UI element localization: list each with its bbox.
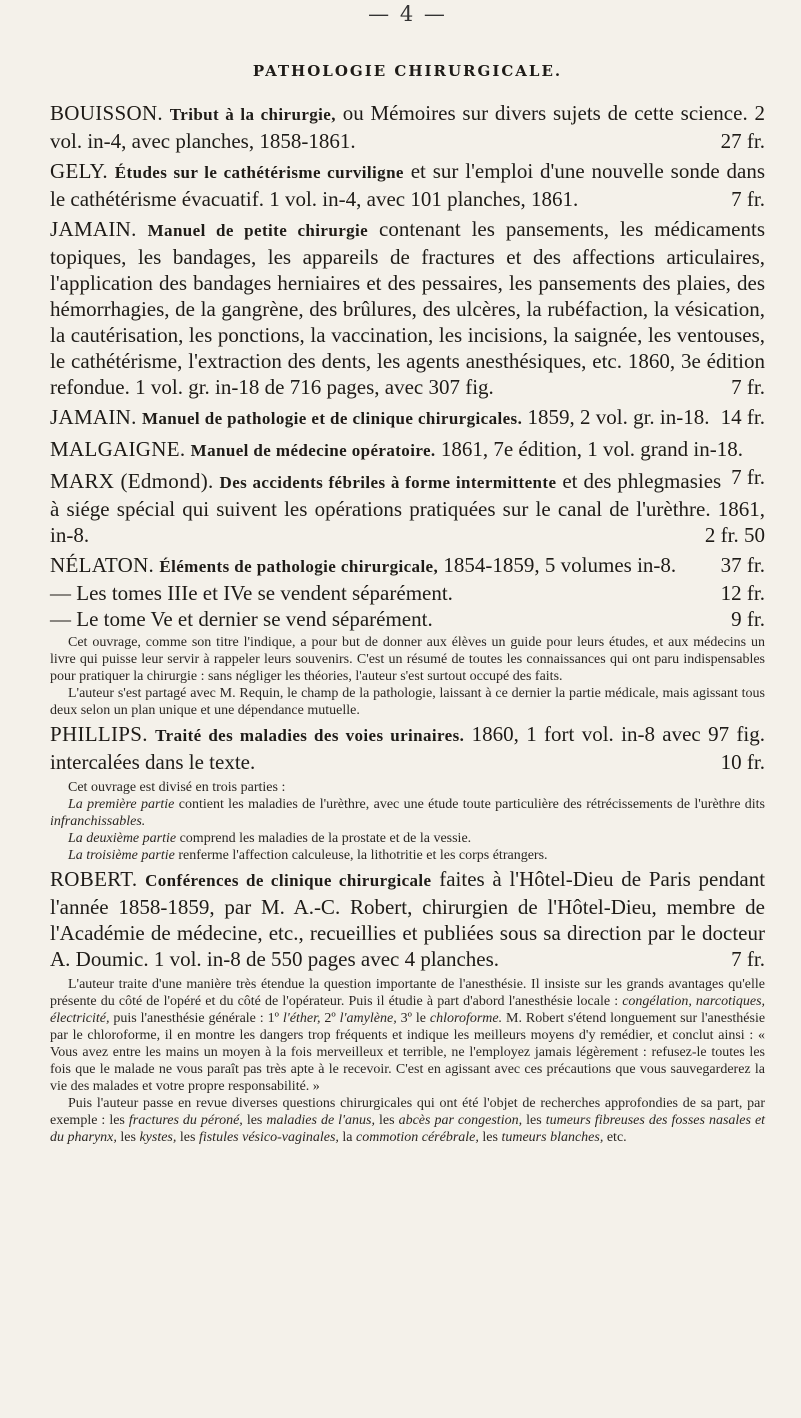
note-text: puis l'anesthésie générale : 1º	[113, 1011, 279, 1026]
catalog-entry	[50, 468, 765, 548]
note-italic: La première partie	[68, 797, 175, 812]
entry-author: JAMAIN.	[50, 405, 137, 429]
note-italic: infranchissables.	[50, 814, 146, 829]
entry-price: 37 fr.	[720, 553, 765, 577]
section-title: PATHOLOGIE CHIRURGICALE.	[252, 62, 563, 80]
entry-description: et sur l'emploi d'une nouvelle sonde dans le cathétérisme évacuatif. 1 vol. in-4, avec 101 planches, 1861.	[50, 159, 766, 211]
note-text: comprend les maladies de la prostate et de la vessie.	[179, 831, 472, 846]
entry-description: 1860, 1 fort vol. in-8 avec 97 fig. intercalées dans le texte.	[50, 722, 766, 774]
entry-title: Des accidents fébriles à forme intermittente	[219, 473, 557, 492]
note-paragraph: Cet ouvrage, comme son titre l'indique, a pour but de donner aux élèves un guide pour leurs études, et aux médecins un livre qui puisse leur servir à rappeler leurs souvenirs. C'est un résumé de toutes les connaissances qui ont paru indispensables pour pratiquer la chirurgie : sans négliger les théories, l'auteur s'est surtout occupé des faits.	[50, 635, 765, 684]
note-text: M. Robert s'étend longuement sur l'anesthésie par le chloroforme, il en montre les dangers trop fréquents et indique les meilleurs moyens d'y remédier, et conclut ainsi : « Vous avez entre les mains un moyen à la fois merveilleux et terrible, ne l'employez jamais légèrement : refusez-le toutes les fois que le malade ne vous paraît pas très apte à le recevoir. C'est en agissant avec ces précautions que vous sauvegarderez la vie des malades et votre propre responsabilité. »	[50, 1011, 766, 1094]
note-italic: La deuxième partie	[68, 831, 177, 846]
entry-subline	[50, 606, 765, 632]
note-paragraph: Cet ouvrage est divisé en trois parties :	[68, 780, 286, 795]
entry-text	[50, 468, 765, 548]
note-text: les	[246, 1113, 263, 1128]
catalog-entry	[50, 158, 765, 212]
note-italic: La troisième partie	[68, 848, 175, 863]
entry-author: MALGAIGNE.	[50, 437, 186, 461]
catalog-entry	[50, 100, 765, 154]
note-italic: kystes,	[139, 1130, 177, 1145]
note-italic: l'amylène,	[339, 1011, 397, 1026]
entry-author: MARX (Edmond).	[50, 469, 214, 493]
note-text: Puis l'auteur passe en revue diverses questions chirurgicales qui ont été l'objet de recherches approfondies de sa part, par exemple : les	[50, 1096, 765, 1128]
entry-author: ROBERT.	[50, 867, 138, 891]
catalog-entry	[50, 552, 765, 580]
note-text: renferme l'affection calculeuse, la lithotritie et les corps étrangers.	[178, 848, 548, 863]
entry-text	[50, 100, 765, 154]
entry-price: 7 fr.	[731, 187, 765, 211]
note-text: etc.	[606, 1130, 627, 1145]
entry-text	[50, 158, 765, 212]
catalog-entry	[50, 404, 765, 432]
entry-price: 7 fr.	[731, 465, 765, 489]
entry-title: Études sur le cathétérisme curviligne	[114, 163, 404, 182]
note-italic: fractures du péroné,	[128, 1113, 243, 1128]
entry-description: et des phlegmasies à siége spécial qui suivent les opérations pratiquées sur le canal de l'urèthre. 1861, in-8.	[50, 469, 765, 547]
subline-text: — Le tome Ve et dernier se vend séparément.	[50, 607, 433, 631]
entry-price: 7 fr.	[731, 375, 765, 399]
entry-subline	[50, 580, 765, 606]
entry-description: contenant les pansements, les médicaments topiques, les bandages, les appareils de fractures et des affections articulaires, l'application des bandages herniaires et des pessaires, les pansements des plaies, des hémorrhagies, de la gangrène, des brûlures, des ulcères, la rubéfaction, la vésication, la cautérisation, les ponctions, la vaccination, les incisions, la saignée, les ventouses, le cathétérisme, l'extraction des dents, les agents anesthésiques, etc. 1860, 3e édition refondue. 1 vol. gr. in-18 de 716 pages, avec 307 fig.	[50, 217, 765, 399]
note-text: 3º le	[400, 1011, 426, 1026]
note-text: 2º	[324, 1011, 336, 1026]
note-text: les	[379, 1113, 395, 1128]
note-italic: commotion cérébrale,	[356, 1130, 479, 1145]
note-italic: abcès par congestion,	[398, 1113, 523, 1128]
note-text: les	[526, 1113, 542, 1128]
entry-note	[50, 634, 765, 719]
entry-description: ou Mémoires sur divers sujets de cette science. 2 vol. in-4, avec planches, 1858-1861.	[50, 101, 765, 153]
entry-price: 27 fr.	[720, 129, 765, 153]
catalog-entry	[50, 216, 765, 400]
entry-description: faites à l'Hôtel-Dieu de Paris pendant l'année 1858-1859, par M. A.-C. Robert, chirurgien de l'Hôtel-Dieu, membre de l'Académie de médecine, etc., recueillies et publiées sous sa direction par le docteur A. Doumic. 1 vol. in-8 de 550 pages avec 4 planches.	[50, 867, 766, 971]
note-text: L'auteur traite d'une manière très étendue la question importante de l'anesthésie. Il insiste sur les grands avantages qu'elle présente du côté de l'opéré et du côté de l'opérateur. Puis il étudie à part d'abord l'anesthésie locale :	[50, 977, 765, 1009]
note-text: la	[342, 1130, 353, 1145]
note-paragraph	[50, 796, 765, 830]
entry-title: Manuel de pathologie et de clinique chirurgicales.	[141, 409, 523, 428]
note-italic: fistules vésico-vaginales,	[198, 1130, 339, 1145]
entry-author: BOUISSON.	[50, 101, 163, 125]
entry-title: Éléments de pathologie chirurgicale,	[159, 557, 439, 576]
note-text: les	[482, 1130, 498, 1145]
subline-price: 9 fr.	[731, 607, 765, 631]
entry-price: 10 fr.	[720, 750, 765, 774]
entry-text	[50, 552, 765, 580]
entry-price: 7 fr.	[731, 947, 765, 971]
entry-text	[50, 721, 765, 775]
note-paragraph	[50, 830, 765, 847]
entry-description: 1861, 7e édition, 1 vol. grand in-18.	[440, 437, 743, 461]
note-italic: maladies de l'anus,	[266, 1113, 375, 1128]
note-italic: tumeurs fibreuses des fosses nasales et du pharynx,	[50, 1113, 766, 1145]
note-italic: l'éther,	[282, 1011, 321, 1026]
entry-note	[50, 779, 765, 864]
entry-author: PHILLIPS.	[50, 722, 148, 746]
note-paragraph	[50, 1095, 765, 1146]
entry-title: Manuel de petite chirurgie	[147, 221, 369, 240]
entry-author: NÉLATON.	[50, 553, 155, 577]
page-number: — 4 —	[368, 2, 447, 26]
entry-text	[50, 216, 765, 400]
subline-text: — Les tomes IIIe et IVe se vendent séparément.	[50, 581, 453, 605]
note-text: les	[120, 1130, 136, 1145]
entry-title: Tribut à la chirurgie,	[169, 105, 336, 124]
note-text: les	[179, 1130, 196, 1145]
catalog-entry	[50, 866, 765, 972]
entry-price: 14 fr.	[720, 405, 765, 429]
entry-title: Manuel de médecine opératoire.	[190, 441, 436, 460]
entry-description: 1854-1859, 5 volumes in-8.	[443, 553, 677, 577]
entry-text	[50, 866, 765, 972]
note-paragraph	[50, 847, 765, 864]
entry-title: Traité des maladies des voies urinaires.	[155, 726, 465, 745]
note-paragraph	[50, 976, 765, 1095]
note-paragraph: L'auteur s'est partagé avec M. Requin, le champ de la pathologie, laissant à ce dernier la partie médicale, mais agissant tous deux selon un plan unique et une dépendance mutuelle.	[50, 686, 765, 718]
note-italic: chloroforme.	[429, 1011, 503, 1026]
entry-author: GELY.	[50, 159, 108, 183]
entry-title: Conférences de clinique chirurgicale	[145, 871, 432, 890]
entry-description: 1859, 2 vol. gr. in-18.	[527, 405, 710, 429]
note-italic: tumeurs blanches,	[501, 1130, 604, 1145]
entry-price: 2 fr. 50	[704, 523, 765, 547]
entry-note	[50, 976, 765, 1146]
note-italic: congélation, narcotiques, électricité,	[50, 994, 766, 1026]
entry-author: JAMAIN.	[50, 217, 137, 241]
entry-text	[50, 404, 765, 432]
subline-price: 12 fr.	[720, 581, 765, 605]
note-text: contient les maladies de l'urèthre, avec une étude toute particulière des rétrécissements de l'urèthre dits	[178, 797, 765, 812]
catalog-entry	[50, 721, 765, 775]
